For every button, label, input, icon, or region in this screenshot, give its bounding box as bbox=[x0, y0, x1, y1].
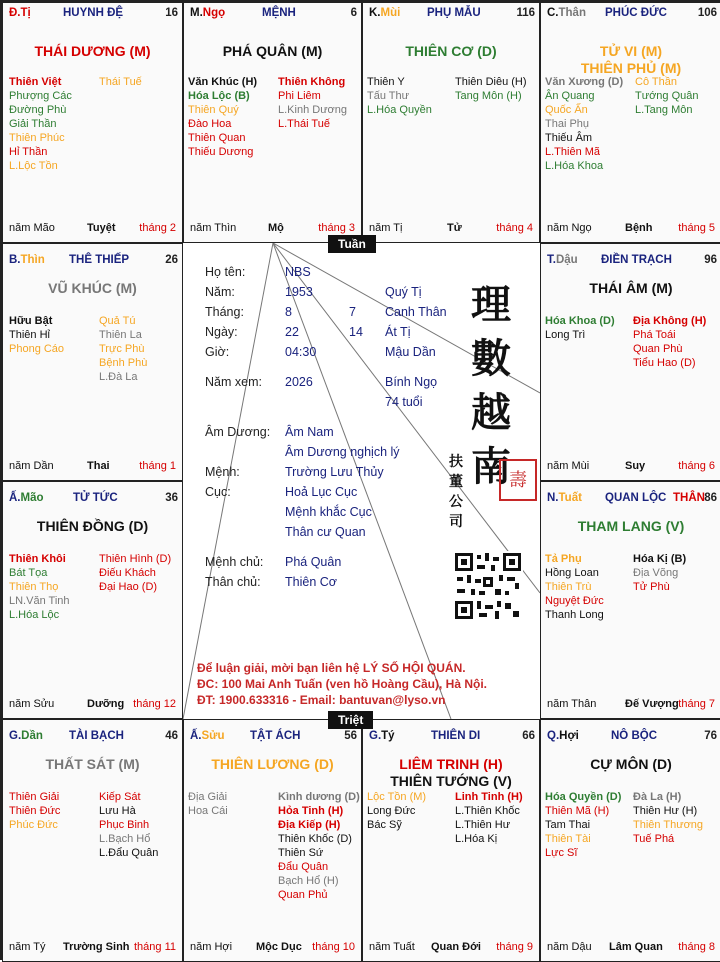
palace-name: ĐIỀN TRẠCH bbox=[601, 254, 672, 266]
menh-chu-value: Phá Quân bbox=[285, 555, 342, 569]
year: năm Tý bbox=[9, 941, 46, 953]
star: Thiếu Âm bbox=[545, 132, 593, 144]
star: Bạch Hổ (H) bbox=[278, 875, 339, 887]
star: L.Bạch Hổ bbox=[99, 833, 151, 845]
stage: Suy bbox=[625, 460, 646, 472]
star: Văn Khúc (H) bbox=[188, 76, 258, 88]
star: Thiên Y bbox=[367, 76, 405, 88]
palace-tai-bach[interactable] bbox=[2, 719, 183, 962]
year: năm Mùi bbox=[547, 460, 590, 472]
can: T. bbox=[547, 254, 556, 266]
view-year-label: Năm xem: bbox=[205, 375, 262, 389]
palace-name: TỬ TỨC bbox=[73, 492, 118, 504]
main-star: THIÊN LƯƠNG (D) bbox=[211, 756, 334, 772]
palace-thien-di[interactable] bbox=[362, 719, 540, 962]
age: 46 bbox=[165, 730, 178, 742]
star: Linh Tinh (H) bbox=[455, 791, 523, 803]
menh-value: Trường Lưu Thủy bbox=[285, 465, 384, 479]
calligraphy-char: 越 bbox=[471, 389, 511, 436]
palace-dien-trach[interactable] bbox=[540, 243, 720, 481]
star: Hóa Kị (B) bbox=[633, 553, 687, 565]
palace-name: QUAN LỘC bbox=[605, 492, 667, 504]
star: Thiên Mã (H) bbox=[545, 805, 610, 817]
star: Hoa Cái bbox=[188, 805, 228, 817]
palace-name: THÊ THIẾP bbox=[69, 254, 130, 266]
star: Thiên Diêu (H) bbox=[455, 76, 527, 88]
month-lunar: 7 bbox=[349, 305, 356, 319]
star: Thiên Khôi bbox=[9, 553, 66, 565]
view-year-canchi: Bính Ngọ bbox=[385, 375, 438, 389]
age: 56 bbox=[344, 730, 357, 742]
palace-tu-tuc[interactable] bbox=[2, 481, 183, 719]
chi: Thân bbox=[558, 7, 586, 19]
palace-no-boc[interactable] bbox=[540, 719, 720, 962]
star: Thiên Sứ bbox=[278, 847, 324, 859]
star: Địa Kiếp (H) bbox=[278, 819, 341, 831]
star: Thiên Đức bbox=[9, 805, 61, 817]
star: Thanh Long bbox=[545, 609, 604, 621]
chi: Tý bbox=[381, 730, 395, 742]
yinyang-note: Âm Dương nghịch lý bbox=[285, 445, 400, 459]
main-star: THẤT SÁT (M) bbox=[45, 756, 140, 772]
star: Thiên Thọ bbox=[9, 581, 59, 593]
palace-name: TÀI BẠCH bbox=[69, 730, 124, 742]
star: Quan Phủ bbox=[278, 889, 328, 901]
than-marker: THÂN bbox=[673, 492, 705, 504]
star: Bệnh Phù bbox=[99, 357, 148, 369]
star: Thiên Trù bbox=[545, 581, 592, 593]
year: năm Ngọ bbox=[547, 222, 592, 234]
star: L.Đà La bbox=[99, 371, 138, 383]
month: tháng 10 bbox=[312, 941, 355, 953]
calligraphy-small: 司 bbox=[449, 514, 463, 530]
star: Địa Không (H) bbox=[633, 315, 707, 327]
star: Kiếp Sát bbox=[99, 791, 141, 803]
year-label: Năm: bbox=[205, 285, 235, 299]
stage: Bệnh bbox=[625, 222, 653, 234]
name-label: Họ tên: bbox=[205, 265, 246, 279]
star: Phong Cáo bbox=[9, 343, 65, 355]
age: 116 bbox=[516, 7, 535, 19]
palace-phu-mau[interactable] bbox=[362, 2, 540, 243]
star: Tử Phù bbox=[633, 581, 670, 593]
star: Thiên Không bbox=[278, 76, 346, 88]
age: 66 bbox=[522, 730, 535, 742]
stage: Tuyệt bbox=[87, 222, 116, 234]
name-value: NBS bbox=[285, 265, 311, 279]
palace-the-thiep[interactable] bbox=[2, 243, 183, 481]
star: Đường Phù bbox=[9, 104, 67, 116]
age: 6 bbox=[350, 7, 357, 19]
calligraphy-char: 南 bbox=[471, 443, 511, 490]
star: Hóa Quyền (D) bbox=[545, 791, 622, 803]
month: tháng 12 bbox=[133, 698, 176, 710]
star: Thiên Thương bbox=[633, 819, 704, 831]
palace-phuc-duc[interactable] bbox=[540, 2, 720, 243]
star: Thiên Khốc (D) bbox=[278, 833, 352, 845]
year: năm Thìn bbox=[190, 222, 237, 234]
age: 76 bbox=[704, 730, 717, 742]
palace-name: PHỤ MẪU bbox=[427, 7, 481, 19]
palace-name: TẬT ÁCH bbox=[250, 730, 301, 742]
star: Thiên Hình (D) bbox=[99, 553, 172, 565]
age: 96 bbox=[704, 254, 717, 266]
cuc-label: Cục: bbox=[205, 485, 231, 499]
month: tháng 8 bbox=[678, 941, 715, 953]
star: Phúc Đức bbox=[9, 819, 58, 831]
chi: Mùi bbox=[380, 7, 401, 19]
palace-name: THIÊN DI bbox=[431, 730, 481, 742]
day-value: 22 bbox=[285, 325, 299, 339]
can: C. bbox=[547, 7, 559, 19]
month-canchi: Canh Thân bbox=[385, 305, 447, 319]
star: Trực Phù bbox=[99, 343, 145, 355]
month-label: Tháng: bbox=[205, 305, 244, 319]
tuan-badge: Tuần bbox=[328, 235, 376, 253]
star: Hồng Loan bbox=[545, 567, 599, 579]
seal-stamp: 壽 bbox=[499, 459, 537, 501]
star: L.Thiên Mã bbox=[545, 146, 601, 158]
main-star: CỰ MÔN (D) bbox=[590, 756, 672, 772]
star: Nguyệt Đức bbox=[545, 595, 604, 607]
main-star: THIÊN TƯỚNG (V) bbox=[390, 773, 512, 789]
star: L.Thái Tuế bbox=[278, 118, 330, 130]
main-star: THAM LANG (V) bbox=[577, 518, 685, 534]
month: tháng 2 bbox=[139, 222, 176, 234]
star: L.Thiên Hư bbox=[455, 819, 511, 831]
palace-huynh-de[interactable] bbox=[2, 2, 183, 243]
year: năm Dậu bbox=[547, 941, 592, 953]
calligraphy-char: 數 bbox=[471, 335, 511, 382]
can: Đ. bbox=[9, 7, 21, 19]
main-star: THÁI DƯƠNG (M) bbox=[34, 43, 151, 59]
star: Địa Giải bbox=[188, 791, 228, 803]
yinyang-label: Âm Dương: bbox=[205, 425, 271, 439]
year: năm Sửu bbox=[9, 698, 55, 710]
star: Cô Thần bbox=[635, 76, 677, 88]
chi: Thìn bbox=[20, 254, 45, 266]
can: Ấ. bbox=[9, 492, 21, 504]
stage: Trường Sinh bbox=[63, 941, 130, 953]
menh-chu-label: Mệnh chủ: bbox=[205, 555, 264, 569]
qr-code[interactable] bbox=[453, 551, 523, 621]
star: Đào Hoa bbox=[188, 118, 232, 130]
star: L.Kinh Dương bbox=[278, 104, 348, 116]
chi: Tuất bbox=[558, 492, 582, 504]
palace-menh[interactable] bbox=[183, 2, 362, 243]
day-lunar: 14 bbox=[349, 325, 363, 339]
chi: Ngọ bbox=[202, 7, 226, 19]
can: M. bbox=[190, 7, 203, 19]
month-value: 8 bbox=[285, 305, 292, 319]
star: Long Trì bbox=[545, 329, 586, 341]
age: 86 bbox=[704, 492, 717, 504]
star: Thiên Giải bbox=[9, 791, 60, 803]
can: G. bbox=[9, 730, 22, 742]
main-star: PHÁ QUÂN (M) bbox=[222, 43, 323, 59]
year: năm Tuất bbox=[369, 941, 415, 953]
star: Thiên Quý bbox=[188, 104, 239, 116]
star: Thiên Tài bbox=[545, 833, 591, 845]
palace-name: PHÚC ĐỨC bbox=[605, 7, 667, 19]
star: Thiên Hư (H) bbox=[633, 805, 698, 817]
can: N. bbox=[547, 492, 559, 504]
star: L.Đẩu Quân bbox=[99, 847, 159, 859]
star: Phục Binh bbox=[99, 819, 150, 831]
star: L.Hóa Kị bbox=[455, 833, 498, 845]
cuc-note: Mệnh khắc Cục bbox=[285, 505, 372, 519]
age: 16 bbox=[165, 7, 178, 19]
star: Bác Sỹ bbox=[367, 819, 402, 831]
star: Thai Phụ bbox=[545, 118, 590, 130]
star: L.Thiên Khốc bbox=[455, 805, 520, 817]
stage: Mộ bbox=[268, 222, 284, 234]
age: 26 bbox=[165, 254, 178, 266]
star: Tuế Phá bbox=[633, 833, 675, 845]
star: Thiên Quan bbox=[188, 132, 246, 144]
star: Phượng Các bbox=[9, 90, 72, 102]
year-canchi: Quý Tị bbox=[385, 285, 422, 299]
star: Tấu Thư bbox=[367, 90, 410, 102]
star: LN.Văn Tinh bbox=[9, 595, 70, 607]
star: Lưu Hà bbox=[99, 805, 136, 817]
star: Phi Liêm bbox=[278, 90, 321, 102]
star: Tang Môn (H) bbox=[455, 90, 522, 102]
chi: Sửu bbox=[201, 730, 225, 742]
star: Thiếu Dương bbox=[188, 146, 254, 158]
star: Quan Phù bbox=[633, 343, 683, 355]
chi: Mão bbox=[20, 492, 44, 504]
year: năm Tị bbox=[369, 222, 403, 234]
age-value: 74 tuổi bbox=[385, 395, 423, 409]
stage: Thai bbox=[87, 460, 110, 472]
calligraphy-small: 公 bbox=[449, 494, 463, 510]
month: tháng 11 bbox=[133, 941, 176, 953]
calligraphy-char: 理 bbox=[471, 281, 511, 328]
cuc-note-2: Thân cư Quan bbox=[285, 525, 366, 539]
hour-canchi: Mậu Dần bbox=[385, 345, 436, 359]
star: Hỉ Thần bbox=[9, 146, 48, 158]
main-star: TỬ VI (M) bbox=[599, 43, 663, 59]
palace-name: HUYNH ĐỆ bbox=[63, 7, 124, 19]
main-star: THIÊN PHỦ (M) bbox=[580, 60, 682, 76]
main-star: LIÊM TRINH (H) bbox=[399, 756, 503, 772]
calligraphy-small: 董 bbox=[449, 474, 463, 490]
star: Tướng Quân bbox=[635, 90, 699, 102]
yinyang-value: Âm Nam bbox=[285, 425, 334, 439]
age: 106 bbox=[697, 7, 717, 19]
year: năm Mão bbox=[9, 222, 55, 234]
year: năm Hợi bbox=[190, 941, 233, 953]
star: Hữu Bật bbox=[9, 315, 53, 327]
view-year-value: 2026 bbox=[285, 375, 313, 389]
star: Hóa Lộc (B) bbox=[188, 90, 250, 102]
month: tháng 4 bbox=[496, 222, 533, 234]
star: Địa Võng bbox=[633, 567, 679, 579]
day-label: Ngày: bbox=[205, 325, 238, 339]
month: tháng 9 bbox=[496, 941, 533, 953]
star: L.Tang Môn bbox=[635, 104, 693, 116]
star: Văn Xương (D) bbox=[545, 76, 624, 88]
star: Lộc Tồn (M) bbox=[367, 791, 427, 803]
cuc-value: Hoả Lục Cục bbox=[285, 485, 358, 499]
star: Thiên Hỉ bbox=[9, 329, 50, 341]
palace-name: NÔ BỘC bbox=[611, 730, 657, 742]
star: Bát Tọa bbox=[9, 567, 48, 579]
star: Ân Quang bbox=[545, 90, 595, 102]
chi: Dần bbox=[21, 730, 43, 742]
calligraphy-small: 扶 bbox=[449, 454, 463, 470]
star: Hóa Khoa (D) bbox=[545, 315, 615, 327]
stage: Lâm Quan bbox=[609, 941, 663, 953]
palace-name: MỆNH bbox=[262, 7, 296, 19]
star: Quả Tú bbox=[99, 315, 136, 327]
menh-label: Mệnh: bbox=[205, 465, 240, 479]
main-star: THIÊN ĐỒNG (D) bbox=[36, 518, 149, 534]
star: Tiểu Hao (D) bbox=[633, 357, 696, 369]
stage: Tử bbox=[447, 222, 462, 234]
stage: Dưỡng bbox=[87, 698, 125, 710]
star: Tam Thai bbox=[545, 819, 591, 831]
star: Giải Thần bbox=[9, 118, 57, 130]
chi: Hợi bbox=[559, 730, 579, 742]
star: Long Đức bbox=[367, 805, 416, 817]
than-chu-label: Thân chủ: bbox=[205, 575, 261, 589]
hour-label: Giờ: bbox=[205, 345, 230, 359]
star: Lực Sĩ bbox=[545, 847, 578, 859]
year: năm Thân bbox=[547, 698, 597, 710]
star: L.Hóa Quyền bbox=[367, 104, 432, 116]
star: Tả Phụ bbox=[545, 553, 582, 565]
year: năm Dần bbox=[9, 460, 54, 472]
palace-quan-loc[interactable] bbox=[540, 481, 720, 719]
year-value: 1953 bbox=[285, 285, 313, 299]
month: tháng 6 bbox=[678, 460, 715, 472]
stage: Quan Đới bbox=[431, 941, 481, 953]
main-star: THÁI ÂM (M) bbox=[589, 280, 673, 296]
star: L.Lộc Tồn bbox=[9, 160, 58, 172]
contact-address: ĐC: 100 Mai Anh Tuấn (ven hồ Hoàng Cầu), Hà Nội. bbox=[197, 677, 488, 691]
can: G. bbox=[369, 730, 382, 742]
palace-tat-ach[interactable] bbox=[183, 719, 362, 962]
than-chu-value: Thiên Cơ bbox=[285, 575, 337, 589]
contact-phone-email[interactable]: ĐT: 1900.633316 - Email: bantuvan@lyso.vn bbox=[197, 693, 446, 707]
hour-value: 04:30 bbox=[285, 345, 317, 359]
month: tháng 1 bbox=[139, 460, 176, 472]
can: Ấ. bbox=[190, 730, 202, 742]
day-canchi: Át Tị bbox=[385, 325, 411, 339]
star: Thiên La bbox=[99, 329, 142, 341]
star: Hỏa Tinh (H) bbox=[278, 805, 344, 817]
contact-line-1: Để luận giải, mời bạn liên hệ LÝ SỐ HỘI QUÁN. bbox=[197, 661, 466, 675]
star: Điếu Khách bbox=[99, 567, 156, 579]
star: L.Hóa Khoa bbox=[545, 160, 604, 172]
month: tháng 7 bbox=[678, 698, 715, 710]
star: L.Hóa Lộc bbox=[9, 609, 60, 621]
can: Q. bbox=[547, 730, 560, 742]
star: Đà La (H) bbox=[633, 791, 682, 803]
stage: Đế Vượng bbox=[625, 698, 679, 710]
chi: Dậu bbox=[555, 254, 578, 266]
age: 36 bbox=[165, 492, 178, 504]
triet-badge: Triệt bbox=[328, 711, 373, 729]
chi: Tị bbox=[20, 7, 31, 19]
main-star: THIÊN CƠ (D) bbox=[405, 43, 497, 59]
star: Kình dương (D) bbox=[278, 791, 360, 803]
star: Quốc Ấn bbox=[545, 104, 588, 116]
star: Đại Hao (D) bbox=[99, 581, 158, 593]
star: Thiên Phúc bbox=[9, 132, 65, 144]
stage: Mộc Dục bbox=[256, 941, 302, 953]
month: tháng 3 bbox=[318, 222, 355, 234]
center-info-panel bbox=[183, 243, 540, 719]
month: tháng 5 bbox=[678, 222, 715, 234]
can: K. bbox=[369, 7, 381, 19]
main-star: VŨ KHÚC (M) bbox=[48, 280, 137, 296]
star: Phá Toái bbox=[633, 329, 676, 341]
star: Thái Tuế bbox=[99, 76, 142, 88]
can: B. bbox=[9, 254, 21, 266]
star: Đẩu Quân bbox=[278, 861, 329, 873]
star: Thiên Việt bbox=[9, 76, 62, 88]
